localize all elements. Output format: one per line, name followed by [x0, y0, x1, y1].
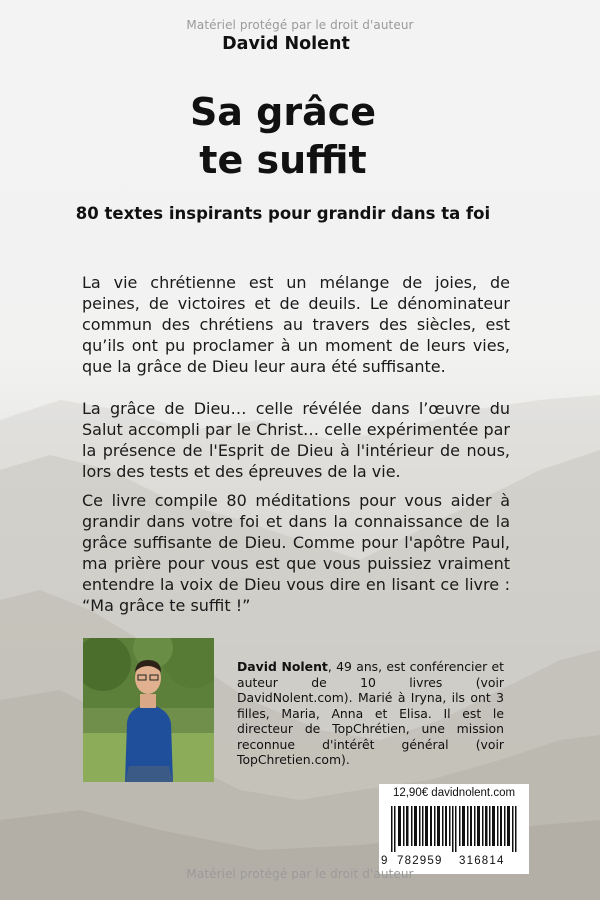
book-title-line-2: te suffit	[199, 138, 367, 182]
author-bio-name: David Nolent	[237, 659, 328, 674]
copyright-watermark-bottom: Matériel protégé par le droit d'auteur	[186, 867, 414, 881]
author-bio	[237, 659, 504, 768]
blurb-paragraph-3: Ce livre compile 80 méditations pour vous aider à grandir dans votre foi et dans la connaissance de la grâce suffisante de Dieu. Comme pour l'apôtre Paul, ma prière pour vous est que vous puissiez vraiment entendre la voix de Dieu vous dire en lisant ce livre : “Ma grâce te suffit !”	[82, 491, 510, 615]
isbn-first-digit: 9	[381, 855, 388, 867]
isbn-group-1: 782959	[397, 855, 443, 867]
blurb-paragraph-1: La vie chrétienne est un mélange de joies, de peines, de victoires et de deuils. Le dénominateur commun des chrétiens au travers des siècles, est qu’ils ont pu proclamer à un moment de leurs vies, que la grâce de Dieu leur aura été suffisante.	[82, 273, 510, 376]
book-title-line-1: Sa grâce	[189, 90, 377, 134]
author-photo-icon	[83, 638, 214, 782]
book-subtitle: 80 textes inspirants pour grandir dans ta foi	[75, 204, 491, 223]
isbn-barcode-block	[379, 784, 529, 874]
isbn-group-2: 316814	[459, 855, 505, 867]
price-and-website: 12,90€ davidnolent.com	[392, 787, 516, 799]
blurb-paragraph-2: La grâce de Dieu… celle révélée dans l’œuvre du Salut accompli par le Christ… celle expérimentée par la présence de l'Esprit de Dieu à l'intérieur de nous, lors des tests et des épreuves de la vie.	[82, 399, 510, 481]
author-bio-text: , 49 ans, est conférencier et auteur de 10 livres (voir DavidNolent.com). Marié à Iryna, ils ont 3 filles, Maria, Anna et Elisa. Il est le directeur de TopChrétien, une mission reconnue d'intérêt général (voir TopChretien.com).	[237, 659, 504, 767]
barcode-icon	[391, 806, 517, 852]
author-photo	[83, 638, 214, 782]
copyright-watermark-top: Matériel protégé par le droit d'auteur	[186, 18, 414, 32]
author-name: David Nolent	[222, 34, 350, 54]
